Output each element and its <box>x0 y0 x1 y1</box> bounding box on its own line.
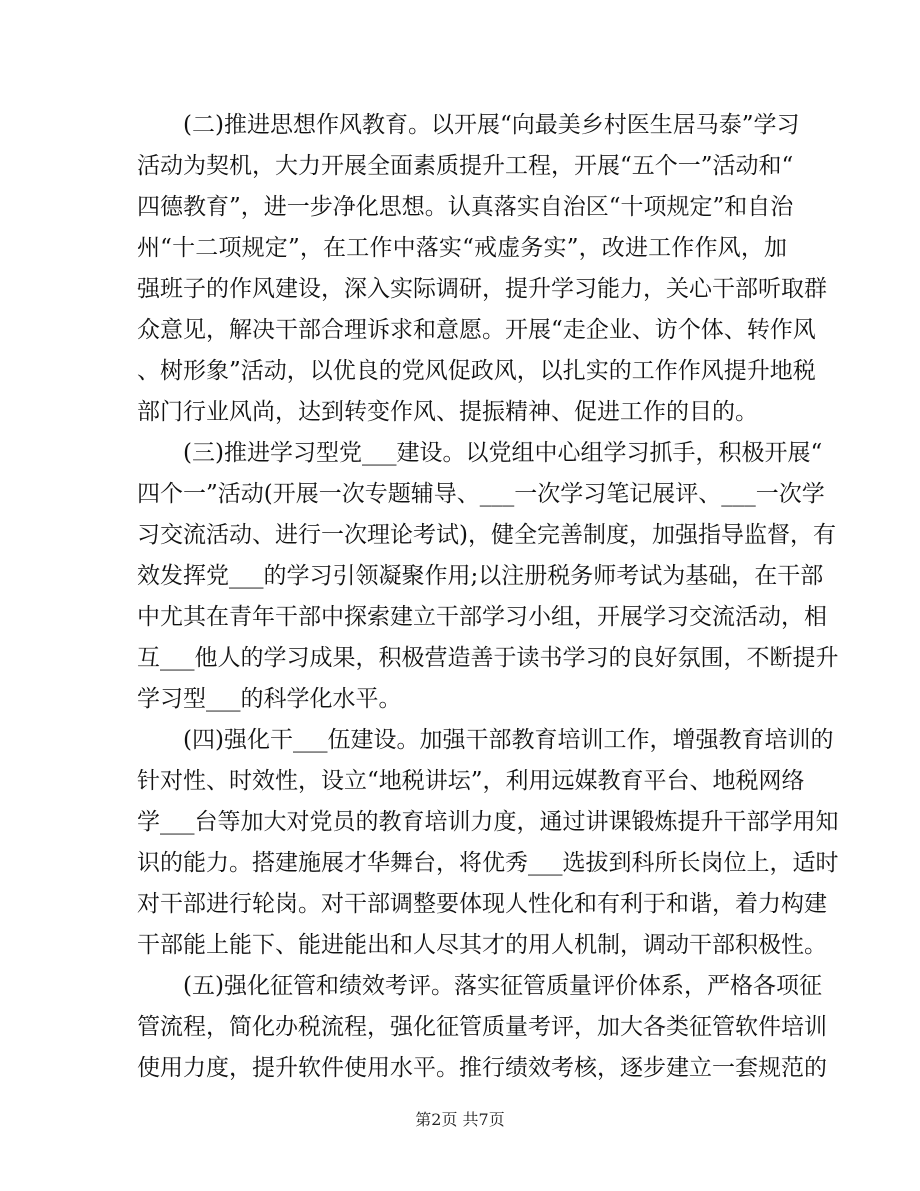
text-line: 互___他人的学习成果，积极营造善于读书学习的良好氛围，不断提升 <box>137 645 839 671</box>
text-line: 活动为契机，大力开展全面素质提升工程，开展“五个一”活动和“ <box>137 153 794 179</box>
text-line: 识的能力。搭建施展才华舞台，将优秀___选拔到科所长岗位上，适时 <box>137 850 839 876</box>
text-line: 中尤其在青年干部中探索建立干部学习小组，开展学习交流活动，相 <box>137 604 827 630</box>
text-line: 针对性、时效性，设立“地税讲坛”，利用远媒教育平台、地税网络 <box>137 768 805 794</box>
text-line: 、树形象”活动，以优良的党风促政风，以扎实的工作作风提升地税 <box>137 358 816 384</box>
text-line: 使用力度，提升软件使用水平。推行绩效考核，逐步建立一套规范的 <box>137 1055 827 1081</box>
text-line: 学___台等加大对党员的教育培训力度，通过讲课锻炼提升干部学用知 <box>137 809 839 835</box>
text-line: (四)强化干___伍建设。加强干部教育培训工作，增强教育培训的 <box>183 727 834 753</box>
text-line: 四个一”活动(开展一次专题辅导、___一次学习笔记展评、___一次学 <box>137 481 825 507</box>
text-line: 州“十二项规定”，在工作中落实“戒虚务实”，改进工作作风，加 <box>137 235 787 261</box>
text-line: 效发挥党___的学习引领凝聚作用;以注册税务师考试为基础，在干部 <box>137 563 824 589</box>
text-line: 四德教育”，进一步净化思想。认真落实自治区“十项规定”和自治 <box>137 194 794 220</box>
text-line: (二)推进思想作风教育。以开展“向最美乡村医生居马泰”学习 <box>183 112 800 138</box>
text-line: 干部能上能下、能进能出和人尽其才的用人机制，调动干部积极性。 <box>137 932 827 958</box>
text-line: 部门行业风尚，达到转变作风、提振精神、促进工作的目的。 <box>137 399 758 425</box>
text-line: 学习型___的科学化水平。 <box>137 686 402 712</box>
text-line: 管流程，简化办税流程，强化征管质量考评，加大各类征管软件培训 <box>137 1014 827 1040</box>
text-line: 强班子的作风建设，深入实际调研，提升学习能力，关心干部听取群 <box>137 276 827 302</box>
text-line: 习交流活动、进行一次理论考试)，健全完善制度，加强指导监督，有 <box>137 522 836 548</box>
text-line: 众意见，解决干部合理诉求和意愿。开展“走企业、访个体、转作风 <box>137 317 816 343</box>
text-line: (五)强化征管和绩效考评。落实征管质量评价体系，严格各项征 <box>183 973 822 999</box>
page-number: 第2页 共7页 <box>415 1110 505 1129</box>
text-line: 对干部进行轮岗。对干部调整要体现人性化和有利于和谐，着力构建 <box>137 891 827 917</box>
text-line: (三)推进学习型党___建设。以党组中心组学习抓手，积极开展“ <box>183 440 823 466</box>
